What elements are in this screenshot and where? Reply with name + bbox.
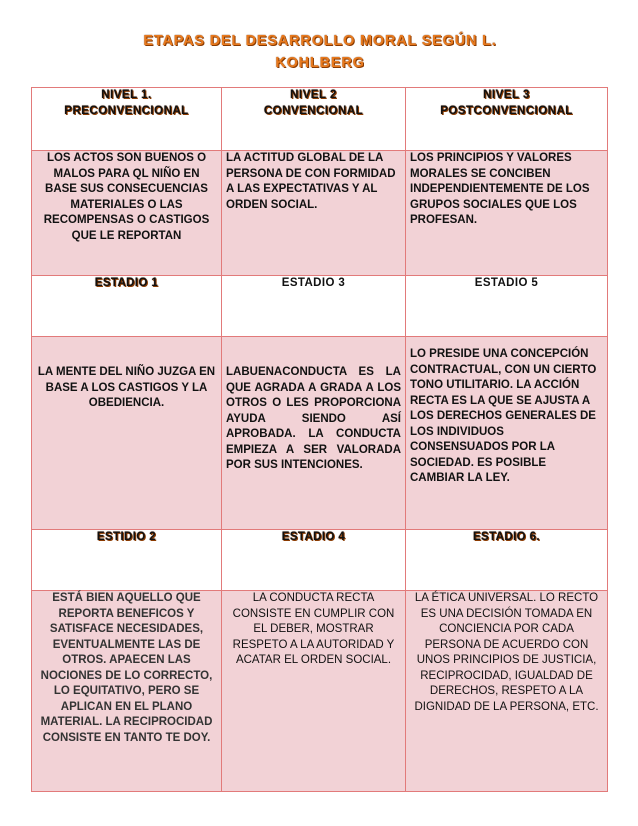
stage-2-label: ESTIDIO 2 — [32, 530, 222, 591]
level-1-number: NIVEL 1. — [101, 89, 152, 101]
level-description-row — [32, 151, 608, 276]
stage-4-label: ESTADIO 4 — [222, 530, 406, 591]
stage-3-label: ESTADIO 3 — [222, 276, 406, 337]
level-2-name: CONVENCIONAL — [263, 104, 364, 117]
stage-1-description: LA MENTE DEL NIÑO JUZGA EN BASE A LOS CASTIGOS Y LA OBEDIENCIA. — [32, 337, 222, 530]
stage-5-label: ESTADIO 5 — [406, 276, 608, 337]
level-1-description: LOS ACTOS SON BUENOS O MALOS PARA QL NIÑO EN BASE SUS CONSECUENCIAS MATERIALES O LAS RECOMPENSAS O CASTIGOS QUE LE REPORTAN — [32, 151, 222, 276]
stage-6-label: ESTADIO 6. — [406, 530, 608, 591]
stage-row-1 — [32, 276, 608, 337]
level-1-name: PRECONVENCIONAL — [64, 104, 189, 117]
stage-1-label: ESTADIO 1 — [32, 276, 222, 337]
level-2-header — [222, 88, 406, 151]
level-2-description: LA ACTITUD GLOBAL DE LA PERSONA DE CON FORMIDAD A LAS EXPECTATIVAS Y AL ORDEN SOCIAL. — [222, 151, 406, 276]
stage-6-description: LA ÉTICA UNIVERSAL. LO RECTO ES UNA DECISIÓN TOMADA EN CONCIENCIA POR CADA PERSONA DE ACUERDO CON UNOS PRINCIPIOS DE JUSTICIA, RECIPROCIDAD, IGUALDAD DE DERECHOS, RESPETO A LA DIGNIDAD DE LA PERSONA, ETC. — [406, 591, 608, 792]
stage-3-description: LABUENACONDUCTA ES LA QUE AGRADA A GRADA A LOS OTROS O LES PROPORCIONA AYUDA SIENDO ASÍ APROBADA. LA CONDUCTA EMPIEZA A SER VALORADA POR SUS INTENCIONES. — [222, 337, 406, 530]
level-3-name: POSTCONVENCIONAL — [440, 104, 573, 117]
level-3-description: LOS PRINCIPIOS Y VALORES MORALES SE CONCIBEN INDEPENDIENTEMENTE DE LOS GRUPOS SOCIALES QUE LOS PROFESAN. — [406, 151, 608, 276]
stage-row-2-descriptions — [32, 591, 608, 792]
document-title — [60, 30, 580, 74]
stage-4-description: LA CONDUCTA RECTA CONSISTE EN CUMPLIR CON EL DEBER, MOSTRAR RESPETO A LA AUTORIDAD Y ACATAR EL ORDEN SOCIAL. — [222, 591, 406, 792]
level-header-row — [32, 88, 608, 151]
level-2-number: NIVEL 2 — [290, 89, 337, 101]
kohlberg-stages-table — [31, 87, 608, 792]
stage-row-1-descriptions — [32, 337, 608, 530]
level-1-header — [32, 88, 222, 151]
stage-2-description: ESTÁ BIEN AQUELLO QUE REPORTA BENEFICOS Y SATISFACE NECESIDADES, EVENTUALMENTE LAS DE OTROS. APAECEN LAS NOCIONES DE LO CORRECTO, LO EQUITATIVO, PERO SE APLICAN EN EL PLANO MATERIAL. LA RECIPROCIDAD CONSISTE EN TANTO TE DOY. — [32, 591, 222, 792]
stage-row-2 — [32, 530, 608, 591]
title-line-1: ETAPAS DEL DESARROLLO MORAL SEGÚN L. — [143, 33, 497, 49]
stage-5-description: LO PRESIDE UNA CONCEPCIÓN CONTRACTUAL, CON UN CIERTO TONO UTILITARIO. LA ACCIÓN RECTA ES LA QUE SE AJUSTA A LOS DERECHOS GENERALES DE LOS INDIVIDUOS CONSENSUADOS POR LA SOCIEDAD. ES POSIBLE CAMBIAR LA LEY. — [406, 337, 608, 530]
title-line-2: KOHLBERG — [275, 55, 365, 71]
level-3-number: NIVEL 3 — [483, 89, 530, 101]
level-3-header — [406, 88, 608, 151]
